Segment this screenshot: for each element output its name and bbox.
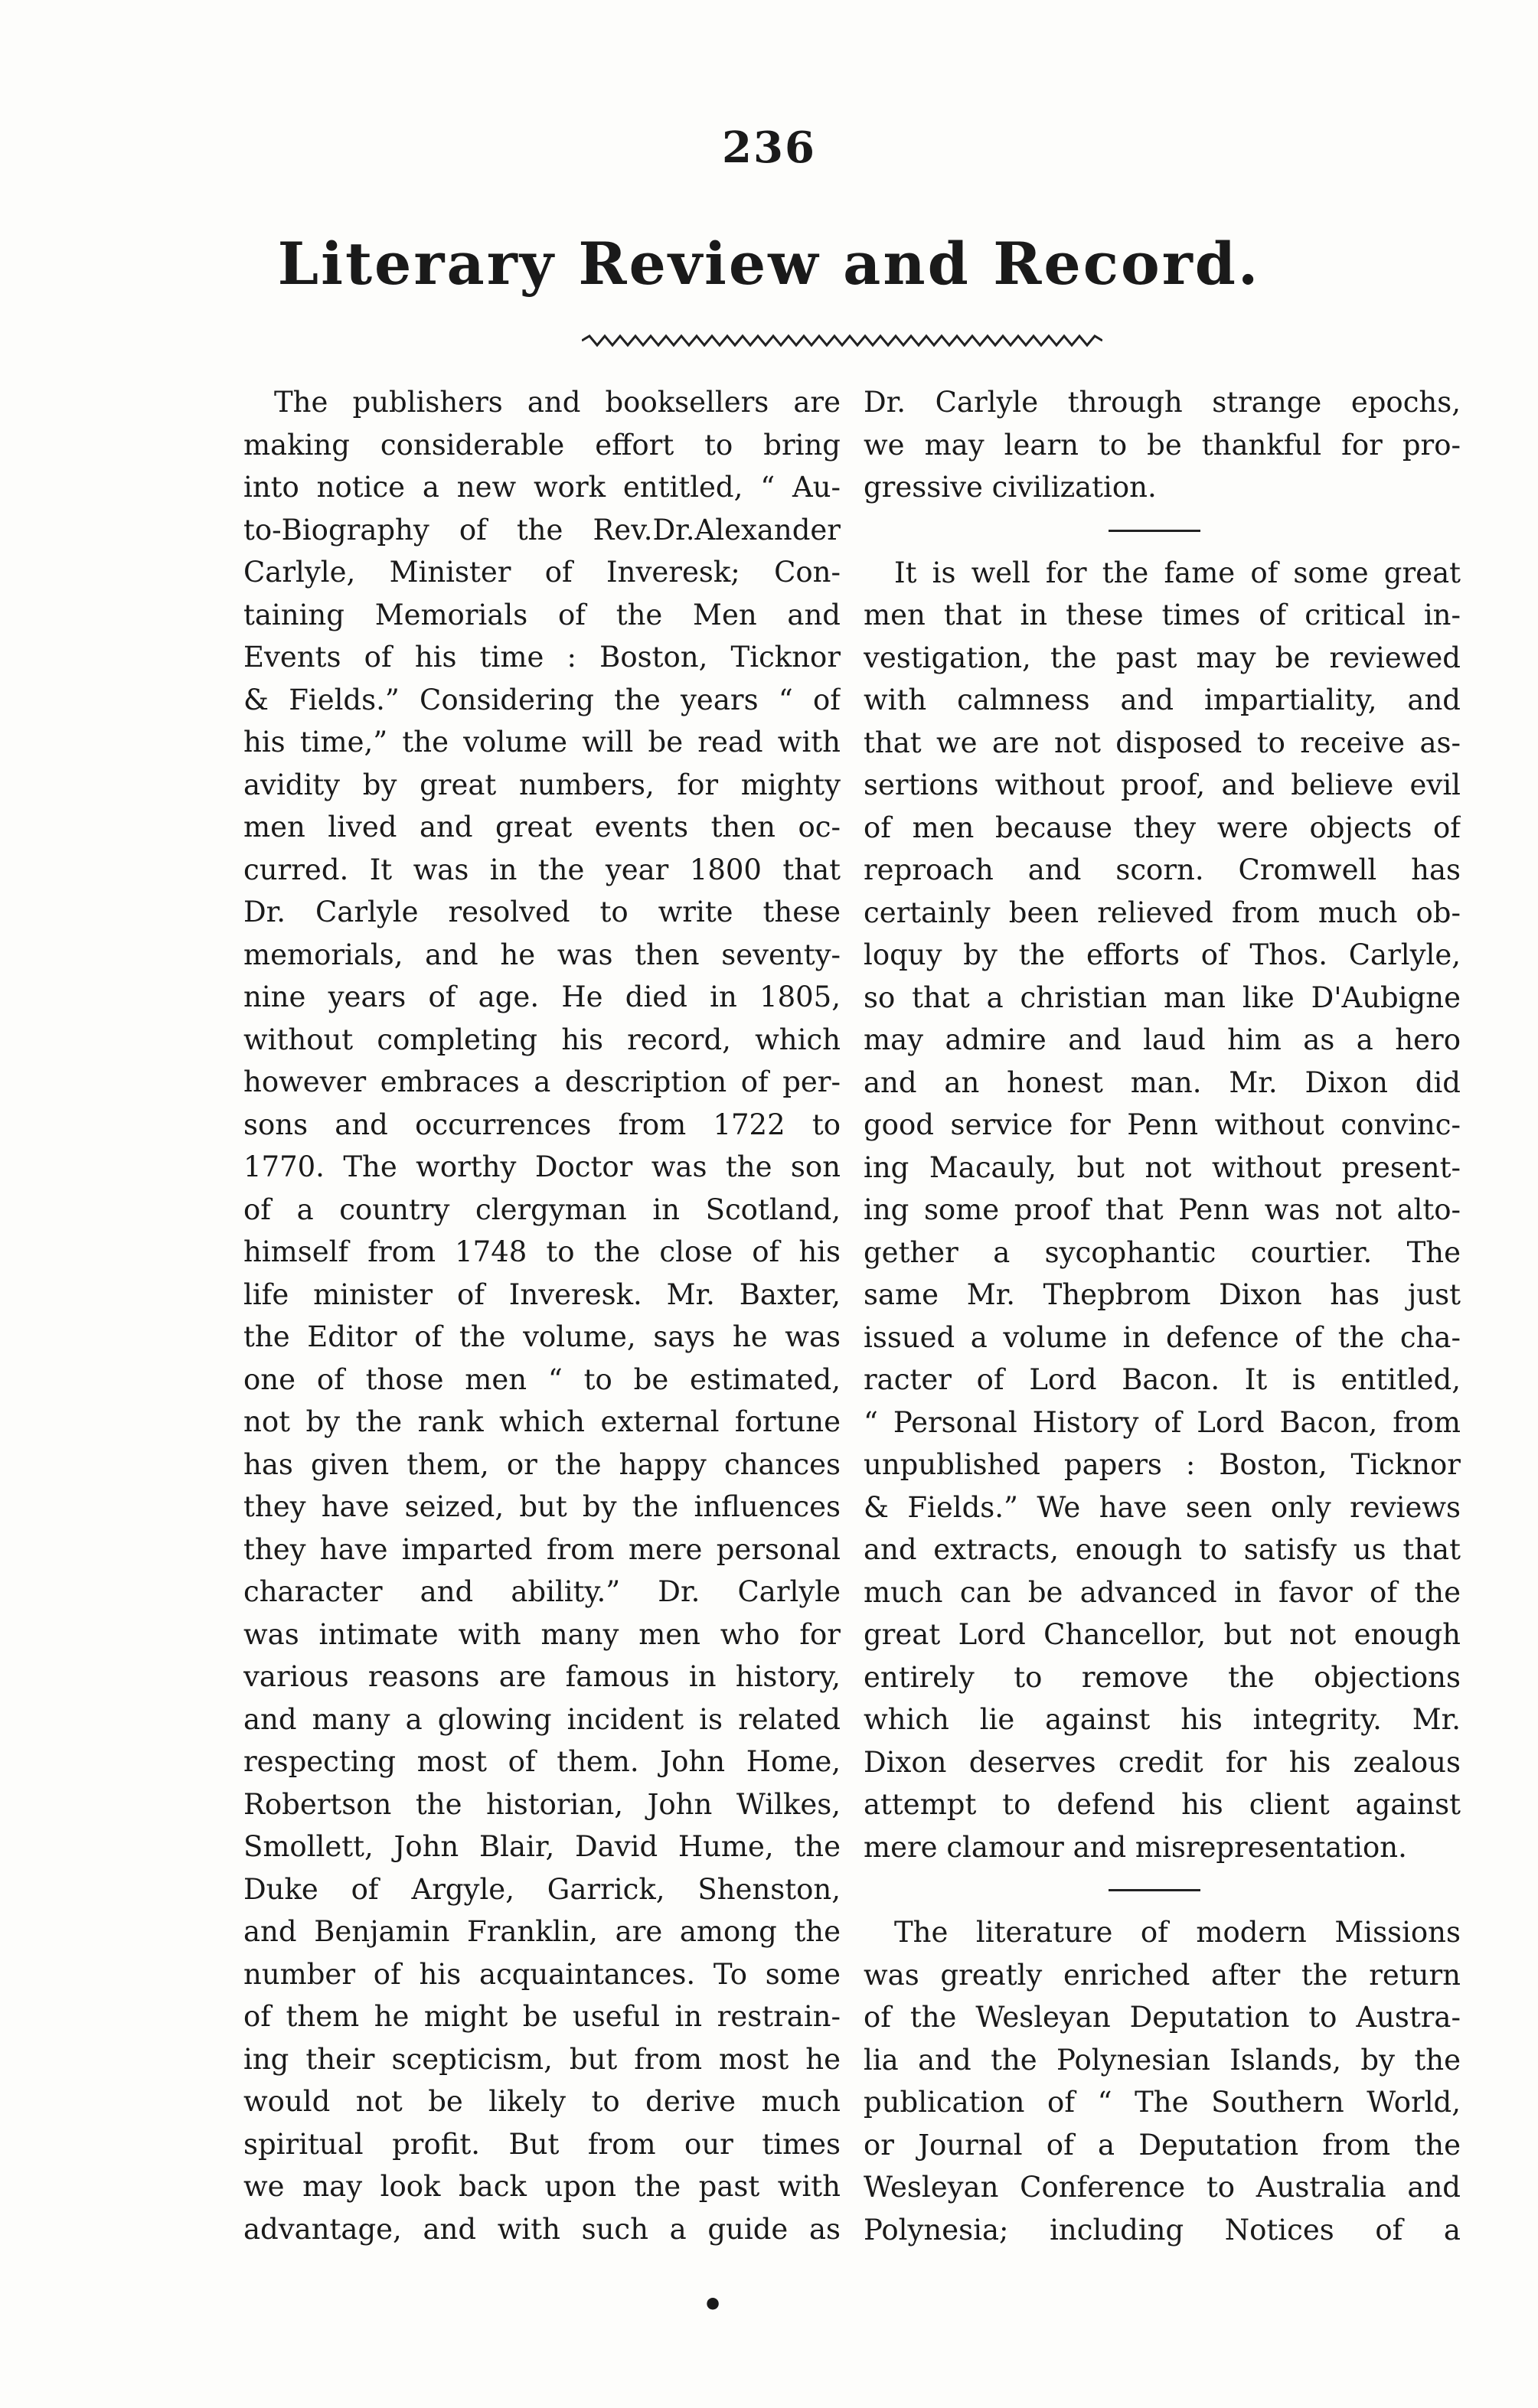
text-line: we may look back upon the past with: [243, 2170, 841, 2203]
text-line: of them he might be useful in restrain-: [243, 2000, 841, 2033]
text-line: avidity by great numbers, for mighty: [243, 768, 841, 801]
text-line: and Benjamin Franklin, are among the: [243, 1915, 841, 1948]
text-line: Duke of Argyle, Garrick, Shenston,: [243, 1872, 841, 1906]
text-line: himself from 1748 to the close of his: [243, 1235, 841, 1268]
text-line: they have seized, but by the influences: [243, 1490, 841, 1523]
text-line: not by the rank which external fortune: [243, 1405, 841, 1438]
text-line: attempt to defend his client against: [864, 1788, 1461, 1821]
text-line: racter of Lord Bacon. It is entitled,: [864, 1363, 1461, 1396]
text-line: certainly been relieved from much ob-: [864, 896, 1461, 929]
left-column: [243, 381, 841, 2249]
text-line: life minister of Inveresk. Mr. Baxter,: [243, 1277, 841, 1311]
text-line: same Mr. Thepbrom Dixon has just: [864, 1278, 1461, 1311]
text-line: 1770. The worthy Doctor was the son: [243, 1150, 841, 1183]
text-line: into notice a new work entitled, “ Au-: [243, 471, 841, 504]
text-line: much can be advanced in favor of the: [864, 1575, 1461, 1609]
footer-dot: •: [702, 2286, 724, 2325]
text-line: ing their scepticism, but from most he: [243, 2042, 841, 2076]
text-line: Robertson the historian, John Wilkes,: [243, 1787, 841, 1821]
text-line: vestigation, the past may be reviewed: [864, 641, 1461, 674]
text-line: & Fields.” Considering the years “ of: [243, 683, 841, 716]
text-line: and many a glowing incident is related: [243, 1702, 841, 1736]
text-line: may admire and laud him as a hero: [864, 1023, 1461, 1056]
text-line: number of his acquaintances. To some: [243, 1957, 841, 1991]
text-line: various reasons are famous in history,: [243, 1660, 841, 1693]
page-number: 236: [722, 122, 816, 173]
text-line: respecting most of them. John Home,: [243, 1745, 841, 1778]
text-line: so that a christian man like D'Aubigne: [864, 980, 1461, 1014]
text-line: sons and occurrences from 1722 to: [243, 1108, 841, 1141]
text-line: with calmness and impartiality, and: [864, 684, 1461, 716]
text-line: lia and the Polynesian Islands, by the: [864, 2043, 1461, 2077]
title-ornament-rule: [582, 334, 1102, 347]
section-divider: [864, 1868, 1461, 1911]
text-line: entirely to remove the objections: [864, 1660, 1461, 1694]
text-line: spiritual profit. But from our times: [243, 2127, 841, 2161]
text-line: of the Wesleyan Deputation to Austra-: [864, 2001, 1461, 2034]
text-line: making considerable effort to bring: [243, 428, 841, 462]
text-line: however embraces a description of per-: [243, 1065, 841, 1098]
text-line: men lived and great events then oc-: [243, 811, 841, 843]
text-line: and extracts, enough to satisfy us that: [864, 1533, 1461, 1566]
text-line: Dixon deserves credit for his zealous: [864, 1745, 1461, 1779]
text-line: Dr. Carlyle through strange epochs,: [864, 386, 1461, 419]
text-line: or Journal of a Deputation from the: [864, 2128, 1461, 2162]
text-line: Smollett, John Blair, David Hume, the: [243, 1830, 841, 1863]
text-line: issued a volume in defence of the cha-: [864, 1320, 1461, 1354]
text-line: they have imparted from mere personal: [243, 1532, 841, 1566]
text-line: Dr. Carlyle resolved to write these: [243, 896, 841, 928]
text-line: without completing his record, which: [243, 1023, 841, 1056]
text-line: unpublished papers : Boston, Ticknor: [864, 1448, 1461, 1481]
text-line: curred. It was in the year 1800 that: [243, 853, 841, 886]
text-line: one of those men “ to be estimated,: [243, 1362, 841, 1396]
text-line: character and ability.” Dr. Carlyle: [243, 1575, 841, 1608]
text-line: ing some proof that Penn was not alto-: [864, 1193, 1461, 1226]
text-line: sertions without proof, and believe evil: [864, 768, 1461, 801]
text-line: gether a sycophantic courtier. The: [864, 1235, 1461, 1269]
section-divider: [864, 509, 1461, 552]
text-line: ing Macauly, but not without present-: [864, 1150, 1461, 1184]
text-line: It is well for the fame of some great: [894, 556, 1461, 589]
text-line: men that in these times of critical in-: [864, 599, 1461, 631]
text-line: would not be likely to derive much: [243, 2085, 841, 2118]
text-line: advantage, and with such a guide as: [243, 2212, 841, 2246]
text-line: gressive civilization.: [864, 471, 1157, 504]
text-line: taining Memorials of the Men and: [243, 598, 841, 631]
text-line: reproach and scorn. Cromwell has: [864, 853, 1461, 886]
text-line: The literature of modern Missions: [894, 1916, 1461, 1949]
text-line: his time,” the volume will be read with: [243, 726, 841, 759]
text-line: Carlyle, Minister of Inveresk; Con-: [243, 556, 841, 589]
text-line: the Editor of the volume, says he was: [243, 1320, 841, 1353]
text-line: great Lord Chancellor, but not enough: [864, 1618, 1461, 1651]
text-line: loquy by the efforts of Thos. Carlyle,: [864, 938, 1461, 971]
text-line: of men because they were objects of: [864, 811, 1461, 844]
text-line: nine years of age. He died in 1805,: [243, 980, 841, 1013]
text-line: good service for Penn without convinc-: [864, 1108, 1461, 1141]
text-line: of a country clergyman in Scotland,: [243, 1193, 841, 1226]
text-line: and an honest man. Mr. Dixon did: [864, 1065, 1461, 1099]
text-line: The publishers and booksellers are: [274, 386, 841, 419]
text-line: Wesleyan Conference to Australia and: [864, 2171, 1461, 2204]
text-line: Polynesia; including Notices of a: [864, 2213, 1461, 2246]
text-line: that we are not disposed to receive as-: [864, 726, 1461, 759]
text-line: has given them, or the happy chances: [243, 1447, 841, 1481]
page-title: Literary Review and Record.: [277, 230, 1261, 298]
text-line: was greatly enriched after the return: [864, 1958, 1461, 1992]
text-line: “ Personal History of Lord Bacon, from: [864, 1405, 1461, 1439]
text-line: memorials, and he was then seventy-: [243, 938, 841, 971]
text-line: to-Biography of the Rev.Dr.Alexander: [243, 513, 841, 547]
text-line: Events of his time : Boston, Ticknor: [243, 641, 841, 674]
text-line: was intimate with many men who for: [243, 1617, 841, 1651]
text-line: which lie against his integrity. Mr.: [864, 1703, 1461, 1736]
text-line: we may learn to be thankful for pro-: [864, 428, 1461, 462]
right-column: [864, 381, 1461, 2249]
text-line: & Fields.” We have seen only reviews: [864, 1490, 1461, 1524]
text-line: publication of “ The Southern World,: [864, 2086, 1461, 2119]
text-line: mere clamour and misrepresentation.: [864, 1830, 1407, 1864]
